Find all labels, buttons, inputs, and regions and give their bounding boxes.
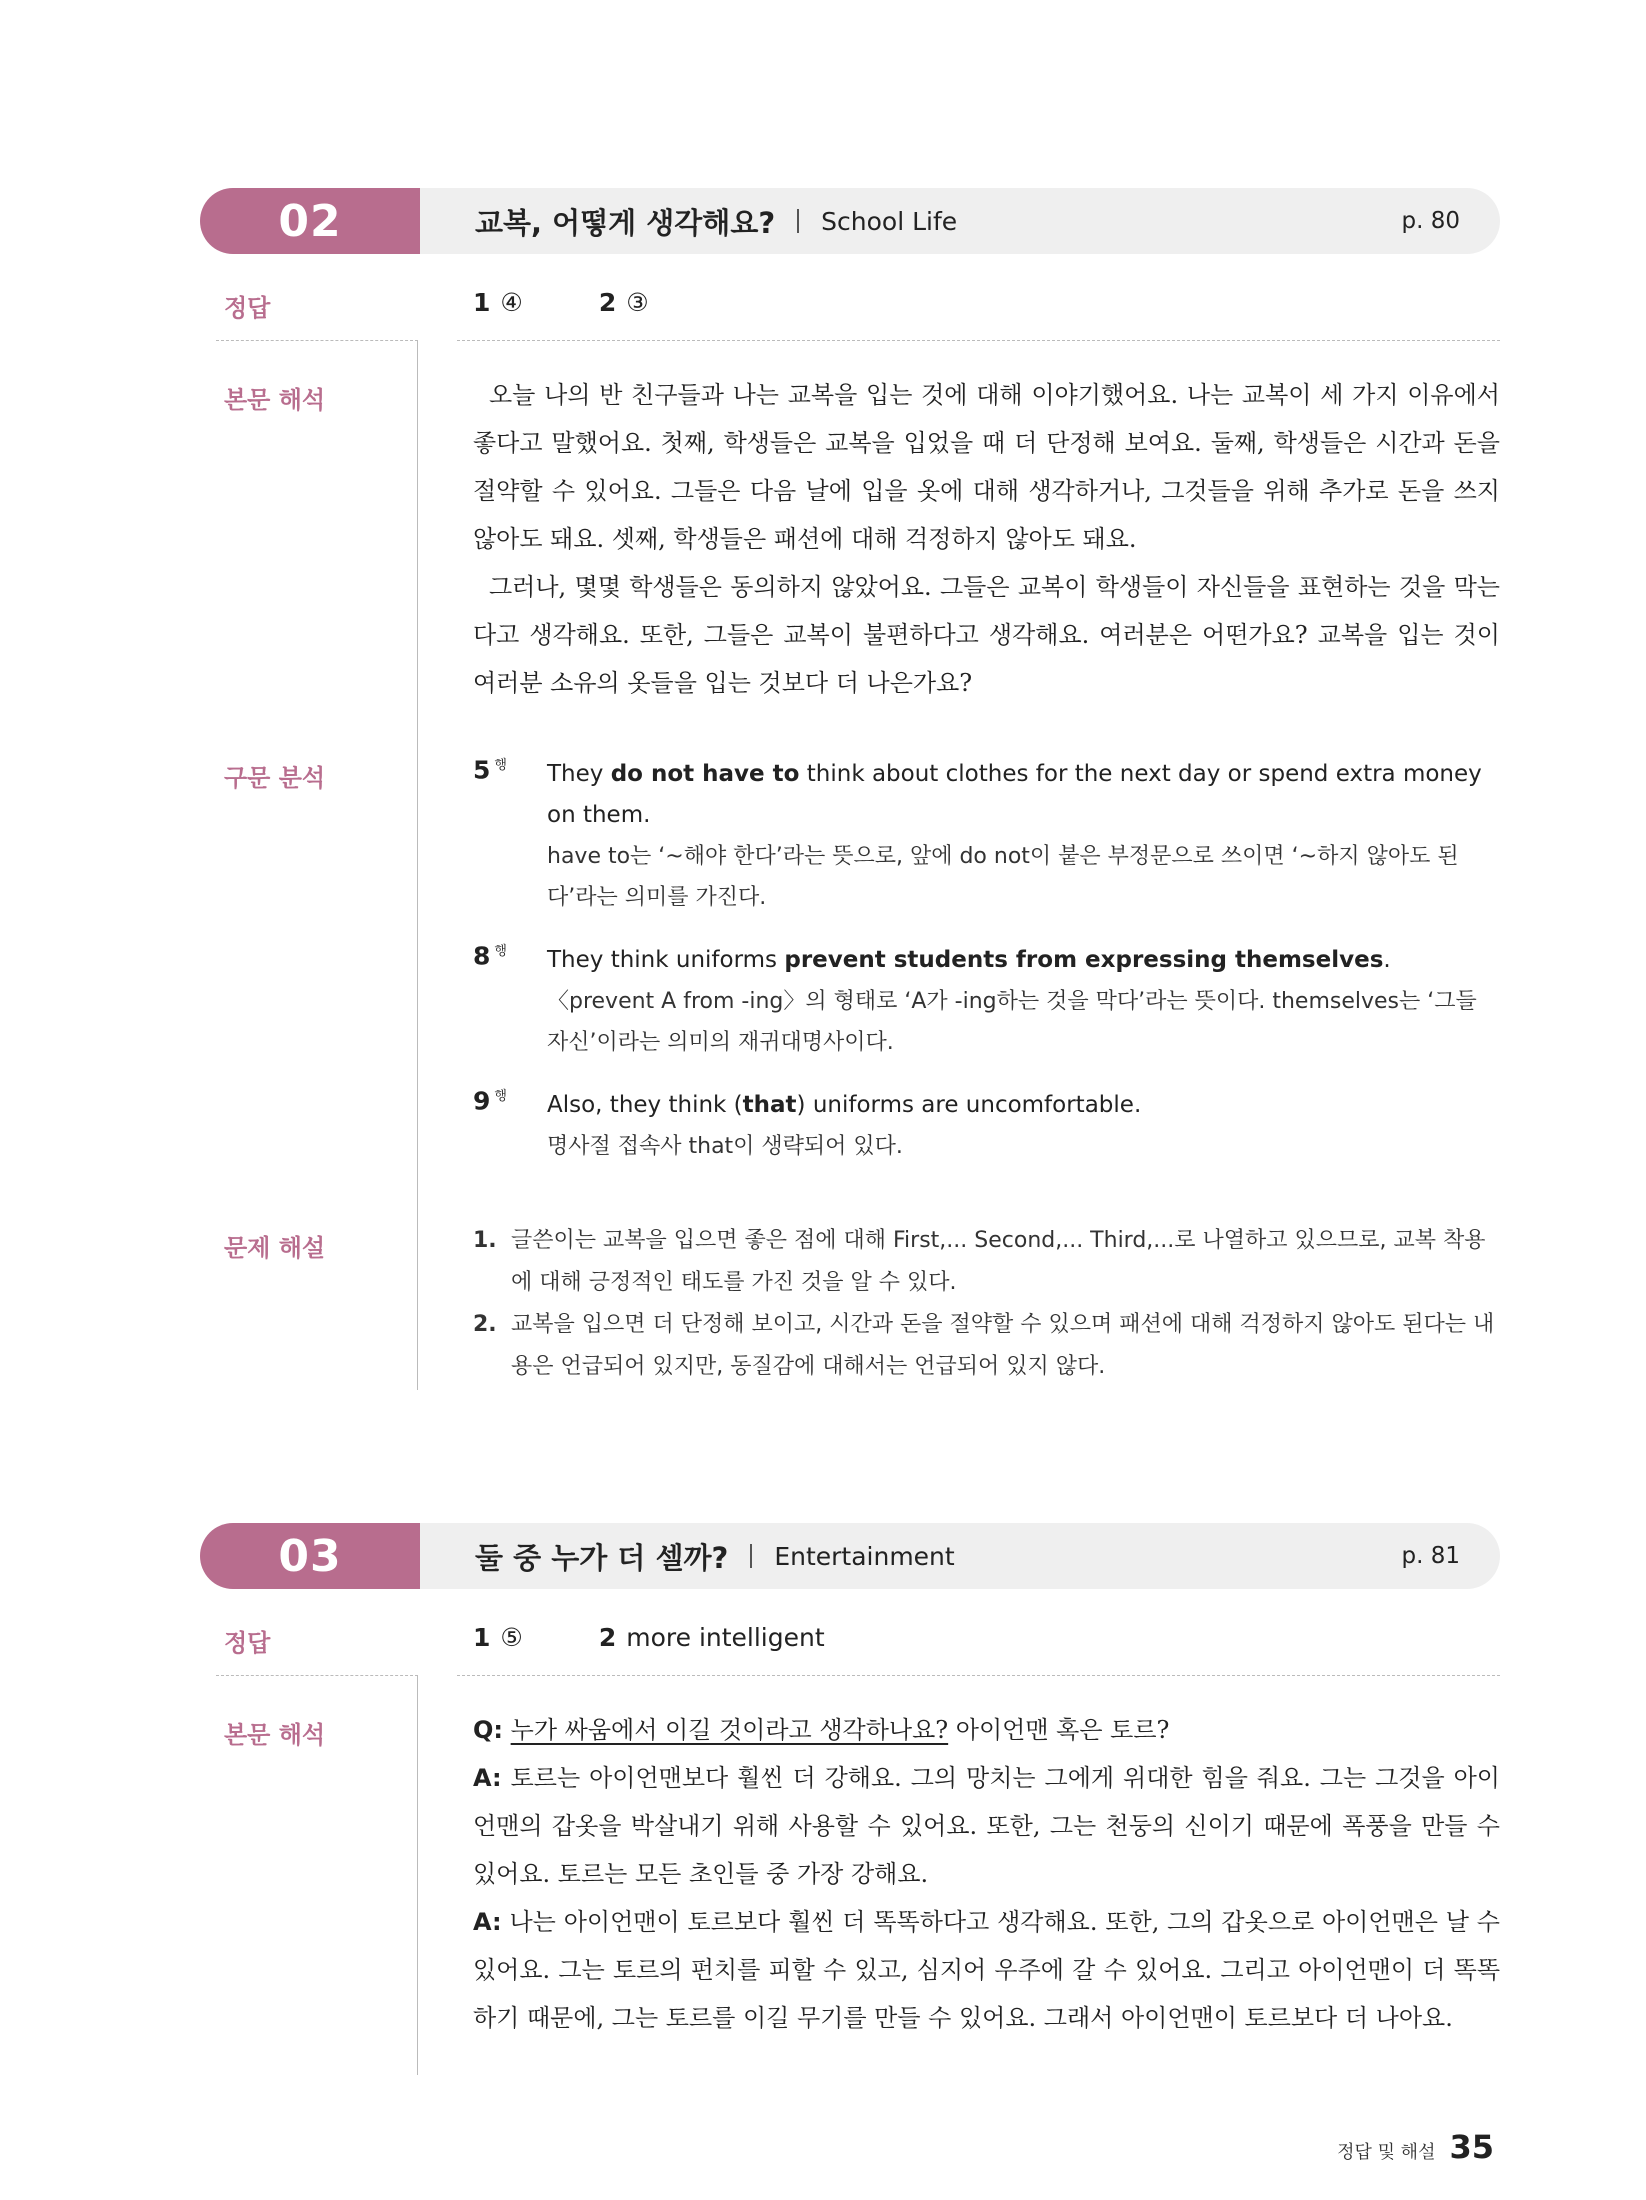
a-tag: A: [473,1908,502,1936]
translation-body [473,1706,1500,2042]
sentence-text: ) uniforms are uncomfortable. [796,1092,1142,1118]
answer-num: 2 [598,288,617,317]
line-ref [473,754,507,784]
footer-label: 정답 및 해설 [1337,2142,1436,2163]
grammar-label: 구문 분석 [224,764,326,792]
sentence-highlight: do not have to [610,761,800,787]
explanation-num: 1. [473,1228,497,1253]
line-number: 5 [473,755,491,785]
answer-num: 1 [473,1623,491,1652]
separator [457,1675,1500,1676]
grammar-note: 〈prevent A from -ing〉의 형태로 ‘A가 -ing하는 것을 막다’라는 뜻이다. themselves는 ‘그들 자신’이라는 의미의 재귀대명사이다. [547,989,1477,1055]
answer-paragraph [473,1754,1500,1898]
unit-number: 02 [200,188,420,254]
grammar-note: 명사절 접속사 that이 생략되어 있다. [547,1134,903,1159]
answer-num: 1 [473,288,491,317]
unit-title-bar [420,1523,1500,1589]
answer-label: 정답 [224,1629,271,1657]
unit-category: Entertainment [774,1541,955,1571]
sentence-highlight: prevent students from expressing themselves [784,947,1384,973]
sentence-text: think about clothes for the next day or spend extra money on them. [547,761,1482,828]
q-tag: Q: [473,1716,503,1744]
explanation-label: 문제 해설 [224,1234,326,1262]
unit-number: 03 [200,1523,420,1589]
explanation-text: 글쓴이는 교복을 입으면 좋은 점에 대해 First,... Second,... Third,...로 나열하고 있으므로, 교복 착용에 대해 긍정적인 태도를 가진 것을 알 수 있다. [511,1228,1486,1295]
answer-value: ④ [500,288,523,317]
explanation-list [473,1220,1500,1388]
answer-num: 2 [598,1623,617,1652]
grammar-item [473,754,1500,918]
question-underlined: 누가 싸움에서 이길 것이라고 생각하나요? [510,1716,949,1744]
answer-value: ③ [626,288,649,317]
explanation-num: 2. [473,1312,497,1337]
explanation-text: 교복을 입으면 더 단정해 보이고, 시간과 돈을 절약할 수 있으며 패션에 대해 걱정하지 않아도 된다는 내용은 언급되어 있지만, 동질감에 대해서는 언급되어 있지 않다. [511,1312,1495,1379]
answer-list [473,1623,1500,1652]
title-divider [750,1544,752,1568]
line-ref [473,1085,507,1115]
separator [216,1675,418,1676]
grammar-sentence [547,1085,1500,1126]
unit-page-ref: p. 81 [1401,1543,1460,1569]
unit-title: 둘 중 누가 더 셀까? [475,1540,729,1575]
sentence-text: They [547,761,611,787]
unit-title-bar [420,188,1500,254]
translation-label: 본문 해석 [224,386,326,414]
page-footer [1337,2128,1494,2166]
line-number: 8 [473,941,491,971]
unit-title: 교복, 어떻게 생각해요? [475,205,776,240]
answer-value: more intelligent [626,1623,825,1652]
grammar-sentence [547,940,1500,981]
answer-paragraph [473,1898,1500,2042]
answer-value: ⑤ [500,1623,523,1652]
unit-page-ref: p. 80 [1401,208,1460,234]
explanation-item [473,1220,1500,1304]
sentence-text: Also, they think ( [547,1092,743,1118]
a-tag: A: [473,1764,502,1792]
question-rest: 아이언맨 혹은 토르? [948,1716,1170,1744]
explanation-item [473,1304,1500,1388]
line-number: 9 [473,1086,491,1116]
sentence-text: . [1383,947,1391,973]
unit-header [200,188,1500,254]
translation-paragraph: 오늘 나의 반 친구들과 나는 교복을 입는 것에 대해 이야기했어요. 나는 교복이 세 가지 이유에서 좋다고 말했어요. 첫째, 학생들은 교복을 입었을 때 더 단정해 보여요. 둘째, 학생들은 시간과 돈을 절약할 수 있어요. 그들은 다음 날에 입을 옷에 대해 생각하거나, 그것들을 위해 추가로 돈을 쓰지 않아도 돼요. 셋째, 학생들은 패션에 대해 걱정하지 않아도 돼요. [473,381,1500,553]
answer-text: 나는 아이언맨이 토르보다 훨씬 더 똑똑하다고 생각해요. 또한, 그의 갑옷으로 아이언맨은 날 수 있어요. 그는 토르의 펀치를 피할 수 있고, 심지어 우주에 갈 수 있어요. 그리고 아이언맨이 더 똑똑하기 때문에, 그는 토르를 이길 무기를 만들 수 있어요. 그래서 아이언맨이 토르보다 더 나아요. [473,1908,1500,2032]
unit-02-section [200,188,1500,1379]
grammar-item [473,1085,1500,1167]
question-line [473,1706,1500,1754]
answer-row [200,1623,1500,1663]
separator [457,340,1500,341]
title-divider [797,209,799,233]
line-ref [473,940,507,970]
unit-03-section [200,1523,1500,2032]
separator [216,340,418,341]
grammar-note: have to는 ‘~해야 한다’라는 뜻으로, 앞에 do not이 붙은 부정문으로 쓰이면 ‘~하지 않아도 된다’라는 의미를 가진다. [547,844,1459,910]
translation-label: 본문 해석 [224,1721,326,1749]
grammar-sentence [547,754,1500,836]
line-suffix: 행 [494,1089,507,1104]
line-suffix: 행 [494,758,507,773]
grammar-item [473,940,1500,1063]
answer-list [473,288,1500,317]
answer-label: 정답 [224,294,271,322]
sentence-highlight: that [742,1092,797,1118]
unit-header [200,1523,1500,1589]
page-number: 35 [1449,2128,1494,2166]
unit-category: School Life [821,206,958,236]
translation-body [473,371,1500,707]
sentence-text: They think uniforms [547,947,785,973]
answer-row [200,288,1500,328]
line-suffix: 행 [494,944,507,959]
translation-paragraph: 그러나, 몇몇 학생들은 동의하지 않았어요. 그들은 교복이 학생들이 자신들을 표현하는 것을 막는다고 생각해요. 또한, 그들은 교복이 불편하다고 생각해요. 여러분은 어떤가요? 교복을 입는 것이 여러분 소유의 옷들을 입는 것보다 더 나은가요? [473,573,1500,697]
grammar-list [473,754,1500,1189]
answer-text: 토르는 아이언맨보다 훨씬 더 강해요. 그의 망치는 그에게 위대한 힘을 줘요. 그는 그것을 아이언맨의 갑옷을 박살내기 위해 사용할 수 있어요. 또한, 그는 천둥의 신이기 때문에 폭풍을 만들 수 있어요. 토르는 모든 초인들 중 가장 강해요. [473,1764,1500,1888]
